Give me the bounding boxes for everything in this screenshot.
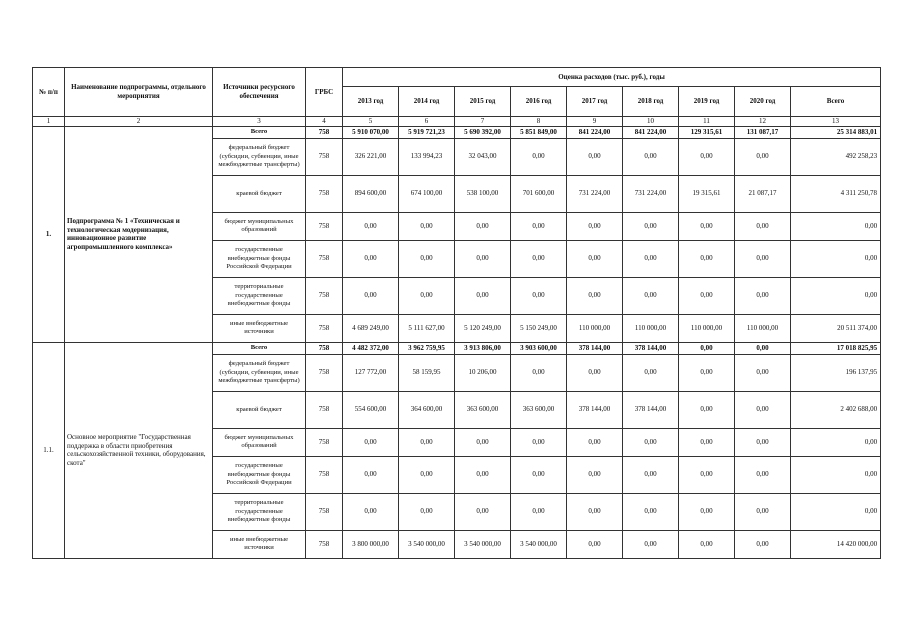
- value-year: 0,00: [567, 138, 623, 175]
- value-year: 538 100,00: [455, 175, 511, 212]
- value-total: 0,00: [791, 240, 881, 277]
- value-year: 5 910 070,00: [343, 126, 399, 138]
- value-year: 701 600,00: [511, 175, 567, 212]
- header-row-top: [33, 68, 881, 87]
- value-year: 0,00: [735, 428, 791, 456]
- value-total: 14 420 000,00: [791, 530, 881, 558]
- header-grbs: ГРБС: [306, 68, 343, 117]
- value-year: 0,00: [455, 277, 511, 314]
- value-year: 0,00: [511, 240, 567, 277]
- value-year: 0,00: [679, 456, 735, 493]
- value-year: 0,00: [567, 354, 623, 391]
- value-year: 841 224,00: [567, 126, 623, 138]
- value-year: 0,00: [511, 277, 567, 314]
- value-year: 0,00: [623, 428, 679, 456]
- value-year: 0,00: [511, 212, 567, 240]
- value-year: 0,00: [735, 342, 791, 354]
- value-year: 0,00: [623, 493, 679, 530]
- funding-source: государственные внебюджетные фонды Российской Федерации: [213, 240, 306, 277]
- value-year: 0,00: [623, 240, 679, 277]
- funding-source: краевой бюджет: [213, 391, 306, 428]
- value-year: 0,00: [343, 456, 399, 493]
- program-name: Основное мероприятие "Государственная поддержка в области приобретения сельскохозяйственной техники, оборудования, скота": [65, 342, 213, 558]
- value-year: 5 120 249,00: [455, 314, 511, 342]
- value-year: 0,00: [455, 456, 511, 493]
- header-year: 2019 год: [679, 87, 735, 117]
- value-year: 0,00: [623, 354, 679, 391]
- value-year: 0,00: [511, 428, 567, 456]
- value-year: 58 159,95: [399, 354, 455, 391]
- header-name: Наименование подпрограммы, отдельного мероприятия: [65, 68, 213, 117]
- value-year: 0,00: [399, 428, 455, 456]
- value-year: 3 800 000,00: [343, 530, 399, 558]
- value-year: 110 000,00: [679, 314, 735, 342]
- value-year: 110 000,00: [735, 314, 791, 342]
- value-year: 110 000,00: [567, 314, 623, 342]
- value-year: 0,00: [399, 456, 455, 493]
- header-year: 2020 год: [735, 87, 791, 117]
- grbs-code: 758: [306, 342, 343, 354]
- value-year: 21 087,17: [735, 175, 791, 212]
- value-total: 20 511 374,00: [791, 314, 881, 342]
- value-year: 3 540 000,00: [455, 530, 511, 558]
- value-total: 0,00: [791, 428, 881, 456]
- value-year: 378 144,00: [623, 342, 679, 354]
- col-number: 12: [735, 117, 791, 127]
- table-row-total: [33, 126, 881, 138]
- value-total: 4 311 250,78: [791, 175, 881, 212]
- grbs-code: 758: [306, 126, 343, 138]
- value-year: 0,00: [679, 212, 735, 240]
- value-year: 0,00: [455, 240, 511, 277]
- value-total: 0,00: [791, 212, 881, 240]
- value-year: 364 600,00: [399, 391, 455, 428]
- value-year: 894 600,00: [343, 175, 399, 212]
- value-year: 0,00: [455, 212, 511, 240]
- value-year: 0,00: [679, 342, 735, 354]
- header-estimate: Оценка расходов (тыс. руб.), годы: [343, 68, 881, 87]
- header-year: 2018 год: [623, 87, 679, 117]
- value-year: 3 540 000,00: [511, 530, 567, 558]
- value-year: 4 689 249,00: [343, 314, 399, 342]
- value-year: 4 482 372,00: [343, 342, 399, 354]
- header-year: 2014 год: [399, 87, 455, 117]
- column-number-row: [33, 117, 881, 127]
- header-year: 2015 год: [455, 87, 511, 117]
- funding-source: бюджет муниципальных образований: [213, 428, 306, 456]
- value-year: 10 206,00: [455, 354, 511, 391]
- col-number: 1: [33, 117, 65, 127]
- value-year: 0,00: [735, 138, 791, 175]
- value-year: 731 224,00: [567, 175, 623, 212]
- value-year: 363 600,00: [455, 391, 511, 428]
- value-year: 841 224,00: [623, 126, 679, 138]
- value-year: 0,00: [511, 493, 567, 530]
- value-year: 0,00: [343, 277, 399, 314]
- value-year: 5 919 721,23: [399, 126, 455, 138]
- value-year: 378 144,00: [623, 391, 679, 428]
- col-number: 11: [679, 117, 735, 127]
- value-year: 731 224,00: [623, 175, 679, 212]
- value-total: 0,00: [791, 277, 881, 314]
- value-year: 326 221,00: [343, 138, 399, 175]
- value-total: 2 402 688,00: [791, 391, 881, 428]
- value-year: 0,00: [399, 212, 455, 240]
- col-number: 7: [455, 117, 511, 127]
- value-year: 3 962 759,95: [399, 342, 455, 354]
- col-number: 2: [65, 117, 213, 127]
- value-year: 0,00: [735, 212, 791, 240]
- value-year: 554 600,00: [343, 391, 399, 428]
- value-year: 0,00: [567, 277, 623, 314]
- header-year: 2017 год: [567, 87, 623, 117]
- funding-source: иные внебюджетные источники: [213, 314, 306, 342]
- col-number: 13: [791, 117, 881, 127]
- value-year: 0,00: [735, 391, 791, 428]
- value-year: 0,00: [511, 354, 567, 391]
- value-year: 0,00: [567, 493, 623, 530]
- value-year: 0,00: [567, 212, 623, 240]
- value-year: 0,00: [343, 493, 399, 530]
- value-year: 0,00: [679, 391, 735, 428]
- funding-source: Всего: [213, 342, 306, 354]
- value-year: 0,00: [679, 277, 735, 314]
- value-year: 5 111 627,00: [399, 314, 455, 342]
- grbs-code: 758: [306, 314, 343, 342]
- value-year: 0,00: [735, 354, 791, 391]
- value-year: 131 087,17: [735, 126, 791, 138]
- value-year: 0,00: [679, 138, 735, 175]
- grbs-code: 758: [306, 138, 343, 175]
- value-year: 133 994,23: [399, 138, 455, 175]
- funding-source: краевой бюджет: [213, 175, 306, 212]
- value-year: 0,00: [455, 493, 511, 530]
- funding-source: территориальные государственные внебюджетные фонды: [213, 277, 306, 314]
- value-year: 0,00: [735, 493, 791, 530]
- value-year: 110 000,00: [623, 314, 679, 342]
- value-year: 32 043,00: [455, 138, 511, 175]
- value-year: 0,00: [567, 240, 623, 277]
- header-num: № п/п: [33, 68, 65, 117]
- value-year: 0,00: [343, 212, 399, 240]
- value-year: 0,00: [679, 493, 735, 530]
- grbs-code: 758: [306, 428, 343, 456]
- header-year: 2013 год: [343, 87, 399, 117]
- grbs-code: 758: [306, 354, 343, 391]
- value-year: 0,00: [623, 138, 679, 175]
- value-year: 127 772,00: [343, 354, 399, 391]
- program-number: 1.: [33, 126, 65, 342]
- value-year: 0,00: [399, 493, 455, 530]
- value-year: 363 600,00: [511, 391, 567, 428]
- funding-source: государственные внебюджетные фонды Российской Федерации: [213, 456, 306, 493]
- value-year: 0,00: [679, 530, 735, 558]
- table-body: [33, 68, 881, 559]
- value-year: 0,00: [343, 428, 399, 456]
- value-year: 0,00: [567, 428, 623, 456]
- grbs-code: 758: [306, 240, 343, 277]
- value-year: 0,00: [735, 240, 791, 277]
- value-year: 0,00: [623, 456, 679, 493]
- value-year: 19 315,61: [679, 175, 735, 212]
- value-year: 0,00: [623, 530, 679, 558]
- grbs-code: 758: [306, 493, 343, 530]
- value-year: 0,00: [679, 240, 735, 277]
- program-number: 1.1.: [33, 342, 65, 558]
- value-total: 196 137,95: [791, 354, 881, 391]
- grbs-code: 758: [306, 456, 343, 493]
- value-year: 5 851 849,00: [511, 126, 567, 138]
- value-year: 0,00: [679, 354, 735, 391]
- value-year: 0,00: [455, 428, 511, 456]
- funding-source: бюджет муниципальных образований: [213, 212, 306, 240]
- col-number: 5: [343, 117, 399, 127]
- header-source: Источники ресурсного обеспечения: [213, 68, 306, 117]
- value-year: 5 150 249,00: [511, 314, 567, 342]
- col-number: 4: [306, 117, 343, 127]
- value-year: 378 144,00: [567, 342, 623, 354]
- funding-source: Всего: [213, 126, 306, 138]
- col-number: 3: [213, 117, 306, 127]
- value-year: 0,00: [735, 530, 791, 558]
- value-year: 0,00: [623, 212, 679, 240]
- value-year: 5 690 392,00: [455, 126, 511, 138]
- value-year: 674 100,00: [399, 175, 455, 212]
- grbs-code: 758: [306, 212, 343, 240]
- col-number: 9: [567, 117, 623, 127]
- table-row-total: [33, 342, 881, 354]
- value-year: 0,00: [623, 277, 679, 314]
- value-year: 0,00: [399, 240, 455, 277]
- value-year: 0,00: [511, 138, 567, 175]
- value-year: 0,00: [679, 428, 735, 456]
- program-name: Подпрограмма № 1 «Техническая и технологическая модернизация, инновационное развитие агропромышленного комплекса»: [65, 126, 213, 342]
- value-total: 17 018 825,95: [791, 342, 881, 354]
- value-year: 0,00: [399, 277, 455, 314]
- grbs-code: 758: [306, 530, 343, 558]
- value-year: 378 144,00: [567, 391, 623, 428]
- grbs-code: 758: [306, 391, 343, 428]
- value-total: 492 258,23: [791, 138, 881, 175]
- value-year: 0,00: [735, 456, 791, 493]
- value-year: 0,00: [343, 240, 399, 277]
- grbs-code: 758: [306, 277, 343, 314]
- value-year: 0,00: [511, 456, 567, 493]
- funding-source: иные внебюджетные источники: [213, 530, 306, 558]
- funding-source: федеральный бюджет (субсидии, субвенции, иные межбюджетные трансферты): [213, 138, 306, 175]
- grbs-code: 758: [306, 175, 343, 212]
- value-year: 0,00: [567, 456, 623, 493]
- col-number: 8: [511, 117, 567, 127]
- value-total: 0,00: [791, 456, 881, 493]
- col-number: 6: [399, 117, 455, 127]
- value-year: 0,00: [735, 277, 791, 314]
- value-year: 3 913 806,00: [455, 342, 511, 354]
- value-total: 0,00: [791, 493, 881, 530]
- header-total: Всего: [791, 87, 881, 117]
- header-year: 2016 год: [511, 87, 567, 117]
- col-number: 10: [623, 117, 679, 127]
- funding-source: территориальные государственные внебюджетные фонды: [213, 493, 306, 530]
- funding-source: федеральный бюджет (субсидии, субвенции, иные межбюджетные трансферты): [213, 354, 306, 391]
- value-year: 0,00: [567, 530, 623, 558]
- value-year: 129 315,61: [679, 126, 735, 138]
- value-year: 3 540 000,00: [399, 530, 455, 558]
- value-total: 25 314 883,01: [791, 126, 881, 138]
- value-year: 3 903 600,00: [511, 342, 567, 354]
- budget-table: [32, 67, 881, 559]
